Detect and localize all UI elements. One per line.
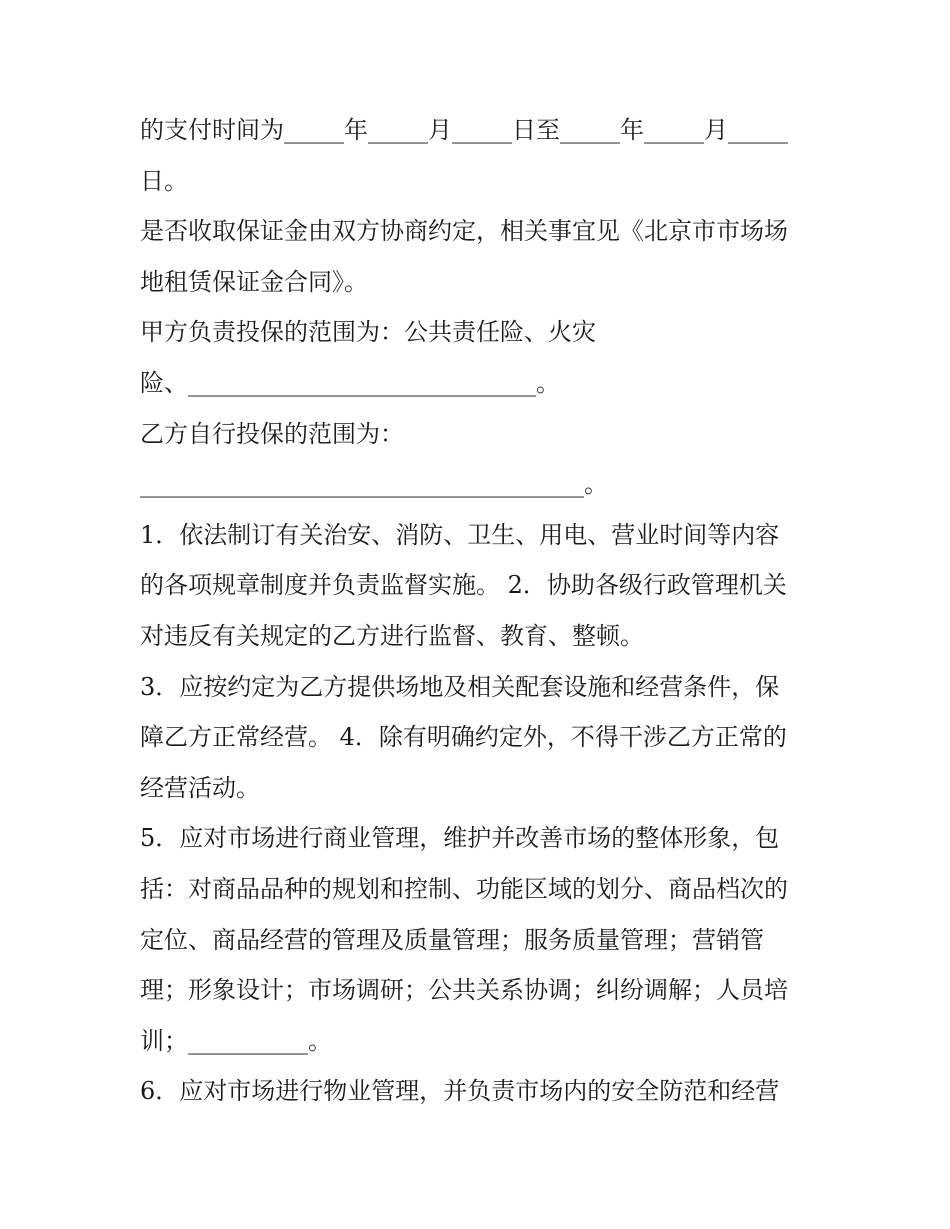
text-line: 定位、商品经营的管理及质量管理；服务质量管理；营销管 [140, 925, 764, 954]
text-line: 障乙方正常经营。 4．除有明确约定外，不得干涉乙方正常的 [140, 723, 787, 752]
text-line: 3．应按约定为乙方提供场地及相关配套设施和经营条件，保 [140, 672, 780, 701]
text-line: 经营活动。 [140, 773, 260, 802]
text-line: 乙方自行投保的范围为： [140, 419, 404, 448]
text-line: 6．应对市场进行物业管理，并负责市场内的安全防范和经营 [140, 1077, 780, 1106]
text-line: 甲方负责投保的范围为：公共责任险、火灾 [140, 318, 596, 347]
text-line: 险、_____________________________。 [140, 368, 560, 397]
text-line: 的支付时间为_____年_____月_____日至_____年_____月_____ [140, 116, 788, 144]
text-line: 是否收取保证金由双方协商约定，相关事宜见《北京市市场场 [140, 217, 788, 246]
text-line: 理；形象设计；市场调研；公共关系协调；纠纷调解；人员培 [140, 976, 788, 1005]
text-line: _____________________________________。 [140, 470, 608, 499]
text-line: 的各项规章制度并负责监督实施。 2．协助各级行政管理机关 [140, 571, 787, 600]
text-line: 对违反有关规定的乙方进行监督、教育、整顿。 [140, 621, 644, 650]
text-line: 1．依法制订有关治安、消防、卫生、用电、营业时间等内容 [140, 520, 780, 549]
document-body [140, 105, 820, 1117]
text-line: 地租赁保证金合同》。 [140, 267, 368, 296]
text-line: 5．应对市场进行商业管理，维护并改善市场的整体形象，包 [140, 824, 780, 853]
text-line: 日。 [140, 166, 188, 195]
text-line: 括：对商品品种的规划和控制、功能区域的划分、商品档次的 [140, 874, 788, 903]
text-line: 训；__________。 [140, 1026, 332, 1055]
